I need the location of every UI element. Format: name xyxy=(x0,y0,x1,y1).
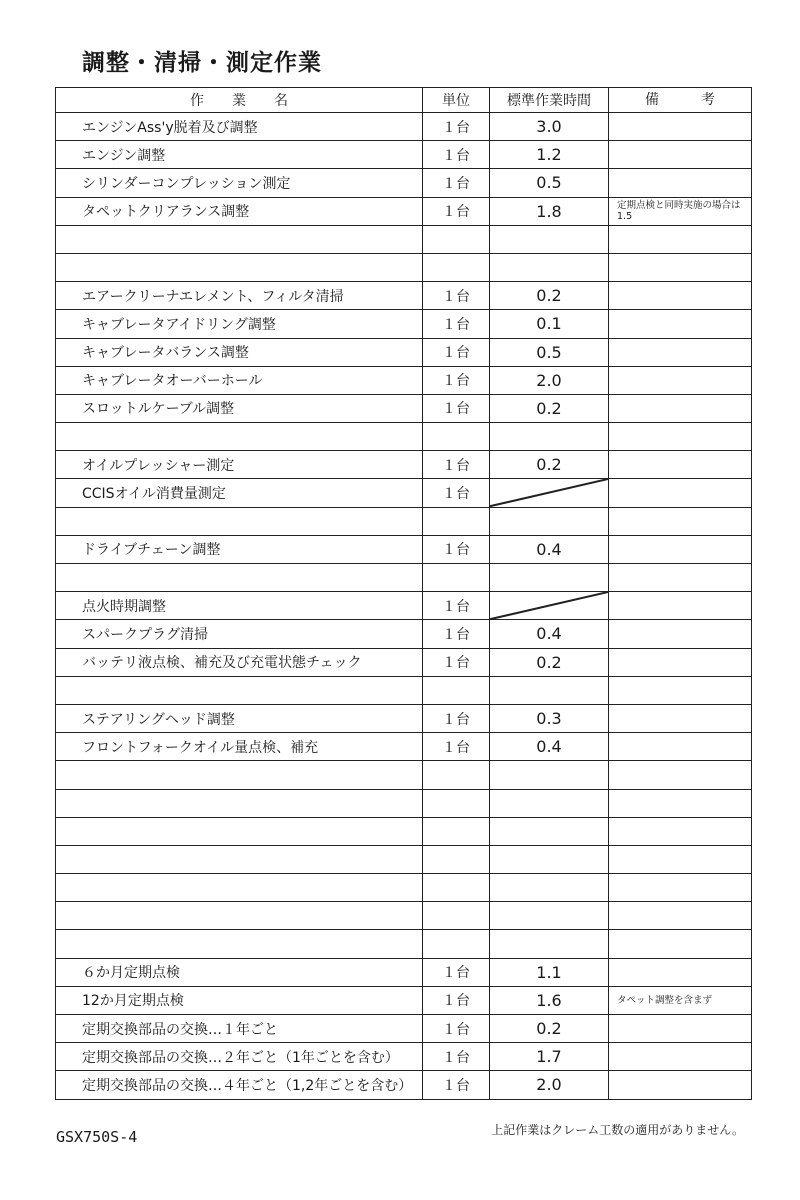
row-unit: １台 xyxy=(423,169,490,197)
table-row xyxy=(56,451,752,479)
row-note xyxy=(609,1043,752,1071)
table-row xyxy=(56,789,752,817)
row-unit: １台 xyxy=(423,366,490,394)
header-name: 作 業 名 xyxy=(56,88,423,113)
row-note xyxy=(609,507,752,535)
row-time: 0.5 xyxy=(490,338,609,366)
row-note xyxy=(609,423,752,451)
row-unit: １台 xyxy=(423,592,490,620)
row-note xyxy=(609,704,752,732)
footer-note: 上記作業はクレーム工数の適用がありません。 xyxy=(491,1123,744,1137)
row-time: 0.4 xyxy=(490,535,609,563)
table-row xyxy=(56,366,752,394)
row-time xyxy=(490,761,609,789)
row-note xyxy=(609,874,752,902)
row-name xyxy=(56,423,423,451)
slash-line xyxy=(490,592,608,619)
row-time: 0.3 xyxy=(490,704,609,732)
table-row xyxy=(56,225,752,253)
row-time xyxy=(490,592,609,620)
row-name xyxy=(56,676,423,704)
header-unit: 単位 xyxy=(423,88,490,113)
row-note xyxy=(609,1071,752,1099)
slash-line xyxy=(490,479,608,506)
table-header-row xyxy=(56,88,752,113)
row-time: 0.4 xyxy=(490,620,609,648)
row-note xyxy=(609,253,752,281)
header-note: 備 考 xyxy=(609,88,752,113)
row-note: タペット調整を含まず xyxy=(609,986,752,1014)
table-row xyxy=(56,394,752,422)
row-unit: １台 xyxy=(423,113,490,141)
row-unit: １台 xyxy=(423,535,490,563)
row-name xyxy=(56,253,423,281)
row-note xyxy=(609,648,752,676)
row-unit xyxy=(423,507,490,535)
row-time: 0.4 xyxy=(490,733,609,761)
table-row xyxy=(56,761,752,789)
row-unit xyxy=(423,817,490,845)
row-time: 2.0 xyxy=(490,366,609,394)
row-note xyxy=(609,1015,752,1043)
row-note: 定期点検と同時実施の場合は1.5 xyxy=(609,197,752,225)
row-name: タペットクリアランス調整 xyxy=(56,197,423,225)
row-name: 12か月定期点検 xyxy=(56,986,423,1014)
row-time xyxy=(490,902,609,930)
row-unit xyxy=(423,902,490,930)
row-unit: １台 xyxy=(423,310,490,338)
row-time: 0.1 xyxy=(490,310,609,338)
row-note xyxy=(609,169,752,197)
table-row xyxy=(56,1071,752,1099)
table-row xyxy=(56,620,752,648)
row-note xyxy=(609,564,752,592)
row-name: 定期交換部品の交換…１年ごと xyxy=(56,1015,423,1043)
row-name xyxy=(56,564,423,592)
table-row xyxy=(56,423,752,451)
row-time: 0.2 xyxy=(490,1015,609,1043)
table-row xyxy=(56,141,752,169)
row-time: 0.2 xyxy=(490,648,609,676)
row-time: 1.8 xyxy=(490,197,609,225)
row-name xyxy=(56,845,423,873)
row-unit: １台 xyxy=(423,1043,490,1071)
row-unit: １台 xyxy=(423,733,490,761)
table-row xyxy=(56,733,752,761)
row-name: スロットルケーブル調整 xyxy=(56,394,423,422)
row-note xyxy=(609,789,752,817)
row-time: 0.5 xyxy=(490,169,609,197)
row-name: 定期交換部品の交換…２年ごと（1年ごとを含む） xyxy=(56,1043,423,1071)
row-unit: １台 xyxy=(423,620,490,648)
row-time: 0.2 xyxy=(490,282,609,310)
row-note xyxy=(609,733,752,761)
row-time xyxy=(490,507,609,535)
row-name: CCISオイル消費量測定 xyxy=(56,479,423,507)
row-note xyxy=(609,451,752,479)
row-unit xyxy=(423,676,490,704)
row-time xyxy=(490,253,609,281)
page-title: 調整・清掃・測定作業 xyxy=(82,50,322,76)
row-name: キャブレータバランス調整 xyxy=(56,338,423,366)
row-unit: １台 xyxy=(423,648,490,676)
row-time: 1.6 xyxy=(490,986,609,1014)
row-note xyxy=(609,958,752,986)
row-time xyxy=(490,479,609,507)
not-applicable-slash xyxy=(490,592,608,619)
row-note xyxy=(609,225,752,253)
row-time: 3.0 xyxy=(490,113,609,141)
table-row xyxy=(56,282,752,310)
table-row xyxy=(56,817,752,845)
row-name xyxy=(56,817,423,845)
row-name xyxy=(56,874,423,902)
row-note xyxy=(609,930,752,958)
row-time: 0.2 xyxy=(490,394,609,422)
row-unit: １台 xyxy=(423,704,490,732)
row-unit: １台 xyxy=(423,197,490,225)
row-time xyxy=(490,930,609,958)
table-row xyxy=(56,253,752,281)
row-name: ステアリングヘッド調整 xyxy=(56,704,423,732)
row-unit xyxy=(423,225,490,253)
row-name xyxy=(56,225,423,253)
row-time xyxy=(490,423,609,451)
row-unit: １台 xyxy=(423,1071,490,1099)
row-name: オイルプレッシャー測定 xyxy=(56,451,423,479)
row-note xyxy=(609,845,752,873)
row-name xyxy=(56,789,423,817)
table-row xyxy=(56,338,752,366)
row-name: エンジン調整 xyxy=(56,141,423,169)
row-time xyxy=(490,845,609,873)
row-unit: １台 xyxy=(423,451,490,479)
row-time xyxy=(490,564,609,592)
row-name: 点火時期調整 xyxy=(56,592,423,620)
row-note xyxy=(609,817,752,845)
row-unit xyxy=(423,761,490,789)
row-note xyxy=(609,310,752,338)
table-row xyxy=(56,479,752,507)
row-unit: １台 xyxy=(423,479,490,507)
row-time: 1.2 xyxy=(490,141,609,169)
row-unit: １台 xyxy=(423,141,490,169)
row-name xyxy=(56,507,423,535)
row-name: エアークリーナエレメント、フィルタ清掃 xyxy=(56,282,423,310)
row-note xyxy=(609,113,752,141)
table-row xyxy=(56,1043,752,1071)
table-row xyxy=(56,535,752,563)
table-row xyxy=(56,676,752,704)
row-note xyxy=(609,479,752,507)
row-name xyxy=(56,761,423,789)
row-unit xyxy=(423,789,490,817)
table-row xyxy=(56,592,752,620)
row-unit xyxy=(423,564,490,592)
table-row xyxy=(56,507,752,535)
row-name: 定期交換部品の交換…４年ごと（1,2年ごとを含む） xyxy=(56,1071,423,1099)
table-row xyxy=(56,564,752,592)
row-name: ドライブチェーン調整 xyxy=(56,535,423,563)
table-row xyxy=(56,648,752,676)
table-row xyxy=(56,902,752,930)
row-note xyxy=(609,620,752,648)
not-applicable-slash xyxy=(490,479,608,506)
table-row xyxy=(56,986,752,1014)
table-row xyxy=(56,845,752,873)
row-name: フロントフォークオイル量点検、補充 xyxy=(56,733,423,761)
row-note xyxy=(609,761,752,789)
table-row xyxy=(56,1015,752,1043)
row-unit xyxy=(423,253,490,281)
model-code: GSX750S-4 xyxy=(56,1128,138,1146)
row-note xyxy=(609,141,752,169)
row-name xyxy=(56,930,423,958)
row-time: 0.2 xyxy=(490,451,609,479)
row-note xyxy=(609,535,752,563)
row-unit: １台 xyxy=(423,1015,490,1043)
row-unit: １台 xyxy=(423,338,490,366)
row-time: 1.7 xyxy=(490,1043,609,1071)
table-row xyxy=(56,874,752,902)
row-time xyxy=(490,817,609,845)
row-name: シリンダーコンプレッション測定 xyxy=(56,169,423,197)
table-row xyxy=(56,310,752,338)
row-time: 2.0 xyxy=(490,1071,609,1099)
row-unit: １台 xyxy=(423,394,490,422)
row-time xyxy=(490,225,609,253)
table-row xyxy=(56,197,752,225)
row-unit: １台 xyxy=(423,986,490,1014)
row-time xyxy=(490,789,609,817)
row-note xyxy=(609,592,752,620)
row-note xyxy=(609,676,752,704)
row-unit xyxy=(423,423,490,451)
row-name: キャブレータオーバーホール xyxy=(56,366,423,394)
row-unit xyxy=(423,930,490,958)
row-name: ６か月定期点検 xyxy=(56,958,423,986)
table-row xyxy=(56,169,752,197)
row-time xyxy=(490,676,609,704)
row-time: 1.1 xyxy=(490,958,609,986)
row-note xyxy=(609,902,752,930)
row-unit xyxy=(423,845,490,873)
row-name: スパークプラグ清掃 xyxy=(56,620,423,648)
row-name xyxy=(56,902,423,930)
row-name: キャブレータアイドリング調整 xyxy=(56,310,423,338)
header-time: 標準作業時間 xyxy=(490,88,609,113)
row-note xyxy=(609,366,752,394)
row-time xyxy=(490,874,609,902)
row-name: バッテリ液点検、補充及び充電状態チェック xyxy=(56,648,423,676)
row-unit xyxy=(423,874,490,902)
row-note xyxy=(609,282,752,310)
table-row xyxy=(56,958,752,986)
table-row xyxy=(56,704,752,732)
row-unit: １台 xyxy=(423,282,490,310)
row-note xyxy=(609,338,752,366)
table-row xyxy=(56,113,752,141)
work-time-table xyxy=(55,87,752,1100)
row-name: エンジンAss'y脱着及び調整 xyxy=(56,113,423,141)
table-row xyxy=(56,930,752,958)
row-note xyxy=(609,394,752,422)
row-unit: １台 xyxy=(423,958,490,986)
